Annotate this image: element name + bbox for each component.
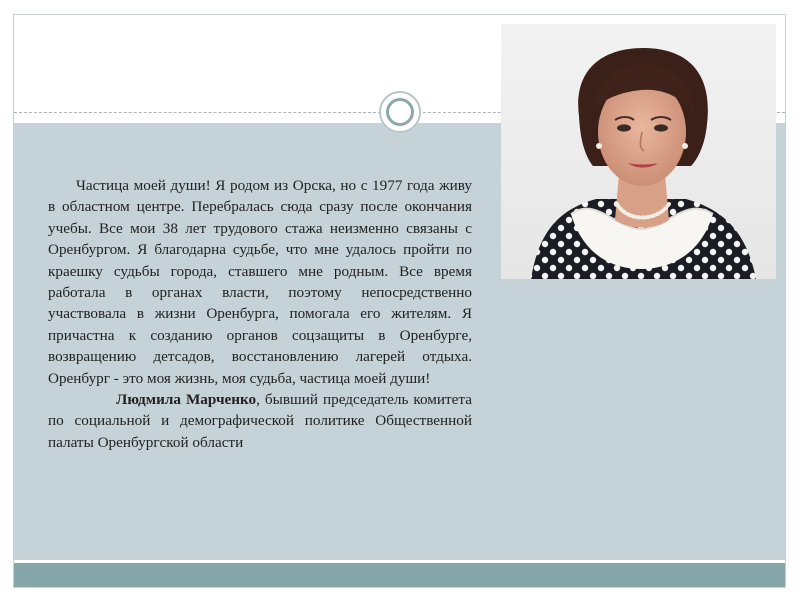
author-name: Людмила Марченко xyxy=(116,391,257,409)
quote-paragraph: Частица моей души! Я родом из Орска, но с 1977 года живу в областном центре. Перебралась сюда сразу после окончания учебы. Все мои 38 лет трудового стажа неизменно связаны с Оренбургом. Я благодарна судьбе, что мне удалось пройти по краешку судьбы города, ставшего мне родным. Все время работала в органах власти, поэтому непосредственно участвовала в жизни Оренбурга, помогала его жителям. Я причастна к созданию органов соцзащиты в Оренбурге, возвращению детсадов, восстановлению лагерей отдыха. Оренбург - это моя жизнь, моя судьба, частица моей души! xyxy=(48,177,472,387)
footer-bar xyxy=(14,563,785,587)
portrait-photo xyxy=(501,24,776,279)
author-description: , бывший председатель комитета по социальной и демографической политике Общественной палаты Оренбургской области xyxy=(48,391,472,451)
circle-ornament-icon xyxy=(379,91,421,133)
attribution-paragraph xyxy=(48,389,472,453)
quote-text-block xyxy=(48,175,472,453)
slide xyxy=(13,14,786,588)
portrait-illustration xyxy=(501,24,776,279)
